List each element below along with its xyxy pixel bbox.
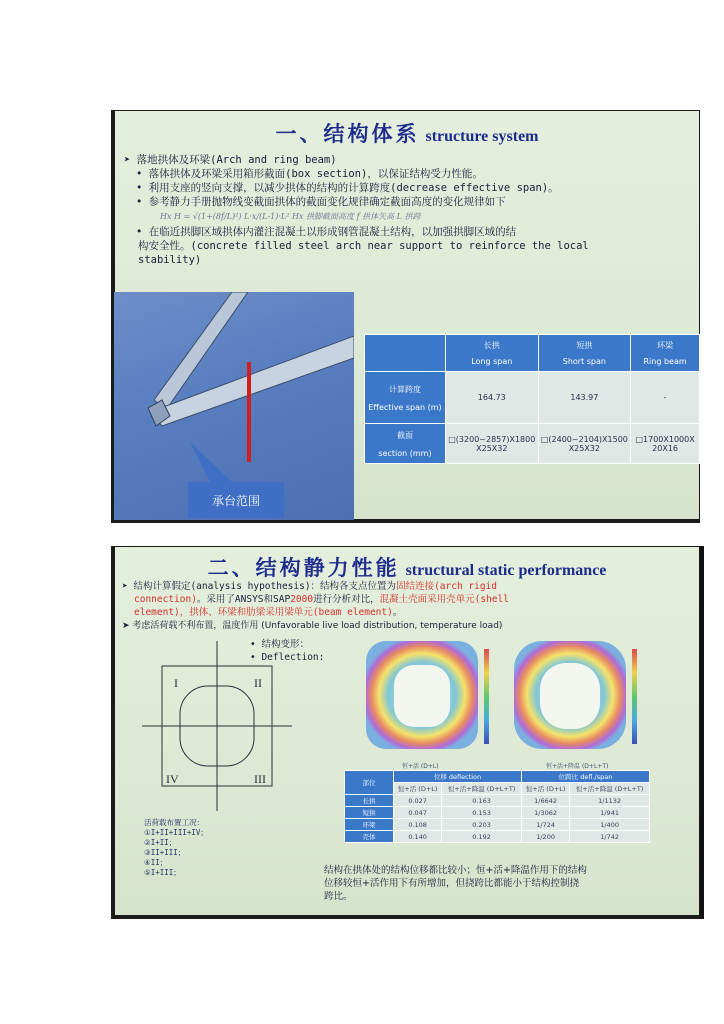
- sub-header: 恒+活+降温 (D+L+T): [442, 783, 522, 795]
- callout-pointer: [190, 442, 232, 482]
- col-header-zh: 短拱: [576, 341, 593, 350]
- sub-header: 恒+活 (D+L): [521, 783, 569, 795]
- col-header-en: Ring beam: [643, 357, 687, 366]
- conclusion-line-1: 结构在拱体处的结构位移都比较小；恒+活+降温作用下的结构: [324, 865, 587, 876]
- deflection-label-en: • Deflection:: [250, 652, 325, 663]
- load-case-item: ③II+III；: [144, 848, 186, 857]
- load-case-item: ②I+II；: [144, 838, 177, 847]
- slide1-bullet-4-line-1: • 在临近拱脚区域拱体内灌注混凝土以形成钢管混凝土结构，以加强拱脚区域的结: [136, 226, 517, 238]
- col-header-deflection: [394, 771, 522, 783]
- table-row: [345, 831, 650, 843]
- table-cell: 0.140: [394, 831, 442, 843]
- load-case-item: ④II；: [144, 858, 168, 867]
- col-header-location: 部位: [345, 771, 394, 795]
- rigid-connection-text: 固结连接(arch rigid: [396, 581, 497, 592]
- table-cell: 0.163: [442, 795, 522, 807]
- deflection-contour-plots: [364, 639, 644, 764]
- table-cell: 1/200: [521, 831, 569, 843]
- quadrant-label: I: [174, 676, 178, 690]
- slide2-title-en: structural static performance: [405, 562, 607, 579]
- contour-scale-dlt: [632, 649, 637, 744]
- slide1-bullet-2: • 利用支座的竖向支撑，以减少拱体的结构的计算跨度(decrease effective span)。: [136, 182, 559, 194]
- slide2-line-3: [134, 606, 402, 619]
- col-header-long-span: [446, 335, 539, 372]
- deflection-label-zh: • 结构变形：: [250, 639, 309, 650]
- deflection-table: [344, 770, 650, 843]
- slide1-bullet-4-line-2: 构安全性。(concrete filled steel arch near support to reinforce the local: [138, 240, 589, 252]
- row-header: 长拱: [345, 795, 394, 807]
- sub-header: 恒+活+降温 (D+L+T): [570, 783, 650, 795]
- table-cell: 0.153: [442, 807, 522, 819]
- load-case-item: ⑤I+III；: [144, 868, 181, 877]
- sub-header: 恒+活 (D+L): [394, 783, 442, 795]
- comparison-text: 进行分析对比，: [313, 594, 380, 605]
- col-header-short-span: [538, 335, 631, 372]
- table-row: [345, 819, 650, 831]
- beam-element-text: ，拱体、环梁和肋梁采用梁单元(beam element): [179, 607, 393, 618]
- col-header-zh: 长拱: [483, 341, 500, 350]
- table-cell: 1/742: [570, 831, 650, 843]
- shell-element-text: 混凝土壳面采用壳单元(shell: [379, 594, 509, 605]
- span-section-table: [364, 334, 700, 464]
- table-header-row: [345, 771, 650, 783]
- element-text: element): [134, 607, 180, 618]
- table-cell: 1/724: [521, 819, 569, 831]
- software-text: 。采用了ANSYS和SAP: [196, 594, 291, 605]
- slide2-line-1: [122, 580, 497, 593]
- conclusion-line-2: 位移较恒+活作用下有所增加，但挠跨比都能小于结构控制挠: [324, 878, 579, 889]
- table-cell: □1700X1000X20X16: [631, 424, 700, 464]
- table-row: [345, 795, 650, 807]
- table-row: [365, 424, 700, 464]
- table-row: [365, 372, 700, 424]
- table-cell: □(2400~2104)X1500X25X32: [538, 424, 631, 464]
- slide2-line-4: ➤ 考虑活荷载不利布置，温度作用 (Unfavorable live load distribution, temperature load): [122, 621, 503, 631]
- row-header-zh: 截面: [397, 430, 413, 440]
- table-cell: 0.047: [394, 807, 442, 819]
- period-text: 。: [392, 607, 403, 618]
- table-cell: 1/1132: [570, 795, 650, 807]
- row-header-en: Effective span (m): [368, 402, 442, 412]
- table-cell: □(3200~2857)X1800X25X32: [446, 424, 539, 464]
- col-header-defl-span: [521, 771, 649, 783]
- quadrant-label: IV: [166, 772, 179, 786]
- slide1-bullet-4-line-3: stability): [138, 254, 202, 266]
- row-header-en: section (mm): [378, 448, 432, 458]
- quadrant-label: II: [254, 676, 262, 690]
- row-header-zh: 计算跨度: [389, 384, 421, 394]
- slide1-title-en: structure system: [425, 128, 539, 145]
- sap-version-text: 2000: [290, 594, 314, 605]
- table-cell: 1/3062: [521, 807, 569, 819]
- col-header-ring-beam: [631, 335, 700, 372]
- table-cell: 1/6642: [521, 795, 569, 807]
- table-corner: [365, 335, 446, 372]
- table-cell: 1/400: [570, 819, 650, 831]
- load-case-item: ①I+II+III+IV；: [144, 828, 208, 837]
- table-cell: 0.203: [442, 819, 522, 831]
- slide2-title: [114, 552, 700, 582]
- slide-structure-system: [111, 110, 700, 523]
- row-header-section: [365, 424, 446, 464]
- row-header-effective-span: [365, 372, 446, 424]
- table-cell: 143.97: [538, 372, 631, 424]
- table-cell: 164.73: [446, 372, 539, 424]
- col-header-zh: 位移: [433, 773, 447, 781]
- row-header: 壳体: [345, 831, 394, 843]
- slide1-heading: ➤ 落地拱体及环梁(Arch and ring beam): [124, 154, 337, 166]
- pile-cap-range-callout: 承台范围: [188, 482, 284, 518]
- contour-label-dl: 恒+活 (D+L): [402, 763, 439, 770]
- slide2-line-2: [134, 593, 509, 606]
- quadrant-label: III: [254, 772, 266, 786]
- col-header-en: defl./span: [580, 773, 613, 781]
- slide1-title-zh: 一、结构体系: [275, 121, 420, 146]
- table-row: [345, 807, 650, 819]
- hypothesis-text: ➤ 结构计算假定(analysis hypothesis)：结构各支点位置为: [122, 581, 397, 592]
- col-header-en: Long span: [471, 357, 513, 366]
- table-cell: 0.027: [394, 795, 442, 807]
- connection-text: connection): [134, 594, 197, 605]
- col-header-zh: 位跨比: [558, 773, 579, 781]
- table-cell: -: [631, 372, 700, 424]
- contour-label-dlt: 恒+活+降温 (D+L+T): [546, 763, 609, 770]
- table-cell: 0.108: [394, 819, 442, 831]
- slide1-title: [114, 118, 700, 148]
- col-header-en: deflection: [448, 773, 482, 781]
- table-cell: 1/941: [570, 807, 650, 819]
- table-header-row: [365, 335, 700, 372]
- slide1-bullet-1: • 落体拱体及环梁采用箱形截面(box section)，以保证结构受力性能。: [136, 168, 483, 180]
- contour-scale-dl: [484, 649, 489, 744]
- load-case-title: 活荷载布置工况：: [144, 818, 204, 827]
- conclusion-line-3: 跨比。: [324, 891, 353, 902]
- row-header: 环梁: [345, 819, 394, 831]
- slide1-formula: Hx H = √(1+(8f/L)²) L·x/(L-1)·L² Hx 拱脚截面高度 f 拱体矢高 L 拱跨: [160, 212, 421, 221]
- slide2-title-zh: 二、结构静力性能: [207, 555, 400, 580]
- slide1-bullet-3: • 参考静力手册抛物线变截面拱体的截面变化规律确定截面高度的变化规律如下: [136, 196, 506, 208]
- contour-hole-dlt: [540, 663, 600, 729]
- table-cell: 0.192: [442, 831, 522, 843]
- load-quadrant-diagram: [142, 641, 292, 811]
- slide-static-performance: [111, 546, 704, 919]
- contour-hole-dl: [394, 665, 450, 727]
- row-header: 短拱: [345, 807, 394, 819]
- col-header-zh: 环梁: [657, 341, 674, 350]
- col-header-en: Short span: [562, 357, 606, 366]
